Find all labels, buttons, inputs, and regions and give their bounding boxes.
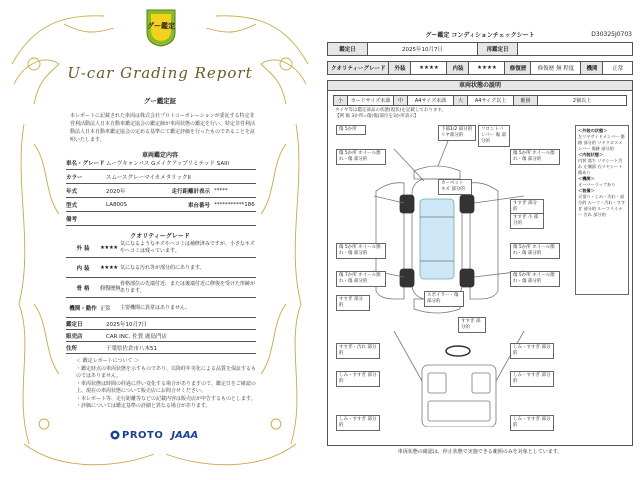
proto-logo: PROTO <box>110 430 163 441</box>
grade-row-exterior: 外 装 ★★★★ 気になるようなキズやヘコミは補修済みですが、小さなキズやヘコミは残っています。 <box>66 239 256 258</box>
info-row-date: 鑑定日 2025年10月7日 <box>66 319 256 330</box>
callout-16: すすぎ・汚れ 部分的 <box>336 343 380 359</box>
callout-15: すすぎ 部分的 <box>458 317 486 333</box>
callout-7: 傷 5か所 ホイール擦れ・傷 部分的 <box>510 243 560 259</box>
damage-size-legend: 小 カードサイズ未満 中 A4サイズ未満 大 A4サイズ以上 範囲 2個以上 <box>333 95 627 106</box>
grade-row-engine: 機関・動作 正常 主要機関に異常はありません。 <box>66 299 256 318</box>
certificate-subtitle: グー鑑定証 <box>143 97 177 105</box>
remarks-box: ＜外装の状態＞ 左リヤサイドメンバー 傷跡 部分的 リヤクロスメンバー 傷跡 部分的 ＜内装状態＞ 内装 落ち リヤシート汚れ 左側面 右リヤシート 傷あり ＜機関＞ オーバーラップあり ＜装備＞ 天張り・しみ・汚れ・部分的 ルーフ・汚れ・すすぎ 部分的 ルーフライナー 汚れ 部分的 <box>575 125 629 295</box>
info-row-dealer: 販売店 CAR INC. 佐賀 鹿島門店 <box>66 331 256 342</box>
grade-section-heading: クオリティーグレード <box>130 233 190 240</box>
callout-19: しみ・すすぎ 部分的 <box>510 371 554 387</box>
callout-1: 下部1/2 部分的 リヤ部分的 <box>438 125 476 141</box>
vehicle-row-model: 型式 LA800S 車台番号 ***********186 <box>66 199 256 212</box>
vehicle-row-name: 車名・グレード ムーヴキャンバス Gメイクアップリミテッド SAIII <box>66 157 256 170</box>
callout-18: しみ・すすぎ 部分的 <box>336 371 380 387</box>
callout-21: しみ・すすぎ 部分的 <box>510 415 554 431</box>
goo-appraisal-badge-icon <box>145 8 177 48</box>
callout-12: 傷 7か所 ホイール擦れ・傷 部分的 <box>336 271 386 287</box>
callout-20: しみ・すすぎ 部分的 <box>336 415 380 431</box>
report-notes: ＜ 鑑定レポートについて ＞ ・鑑定時点の車両状態を示すものであり、以降経年劣化による品質を保証するものではありません。 ・車両状態は時間の経過に伴い変化する場合がありますので、鑑定日をご確認の上、現在の車両状態について販売店にお問合せください。 ・本レポート等、走行距離等などの記載内容は販売店が申告するものとします。 ・評価については鑑定基準の詳細と異なる場合があります。 <box>76 358 257 409</box>
legend-note: タイヤ等は鑑定部品の状態(現状)を記載しております。 【例 傷 3か所=傷(傷)部位を3か所表示】 <box>335 108 447 119</box>
vehicle-row-color: カラー スムースグレーマイカメタリックII <box>66 171 256 184</box>
proto-mark-icon <box>110 430 120 440</box>
svg-text:グー鑑定: グー鑑定 <box>147 22 175 30</box>
info-row-address: 住所 千葉県佐倉市八木51 <box>66 343 256 354</box>
callout-11: スポイラー・傷 部分的 <box>424 291 464 307</box>
grade-row-frame: 骨 格 修復歴無 骨格部位の先端付近、または後端付近に修復を受けた形跡があります。 <box>66 279 256 298</box>
vehicle-row-remarks: 備考 <box>66 213 256 226</box>
callout-8: カーペット キズ 部分的 <box>438 179 472 195</box>
quality-grade-table: クオリティーグレード 外装 ★★★★ 内装 ★★★★ 修復歴 修復歴 無 程度 機関 正常 <box>327 61 633 75</box>
vehicle-section-heading: 車両鑑定内容 <box>141 152 178 159</box>
callout-4: 傷 5か所 ホイール擦れ・傷 部分的 <box>336 149 386 165</box>
callout-9: すすぎ 部分的 <box>510 199 544 215</box>
appraisal-date-table: 鑑定日 2025年10月7日 再鑑定日 <box>327 42 633 56</box>
report-script-title: U-car Grading Report <box>67 64 253 82</box>
callout-3: 傷 5か所 <box>336 125 366 135</box>
callout-10: すすぎ 小 部分的 <box>510 213 544 229</box>
callout-5: 傷 5か所 ホイール擦れ・傷 部分的 <box>510 149 560 165</box>
vehicle-row-year: 年式 2020年 走行距離計表示 ***** <box>66 185 256 198</box>
callout-13: 傷 5か所 ホイール擦れ・傷 部分的 <box>510 271 560 287</box>
callout-17: しみ・すすぎ 部分的 <box>510 343 554 359</box>
condition-check-sheet <box>320 0 640 480</box>
certificate-intro: 本レポートに記載された車両は株式会社プロトコーポレーションが委託する特定非営利活動法人日本自動車鑑定協会の鑑定師が車両状態の鑑定を行い、特定非営利活動法人日本自動車鑑定協会の定める基準にて鑑定評価を行ったものであることを証明いたします。 <box>70 113 256 143</box>
callout-6: 傷 5か所 ホイール擦れ・傷 部分的 <box>336 243 386 259</box>
callout-14: すすぎ 部分的 <box>336 295 370 311</box>
grade-row-interior: 内 装 ★★★★ 気になる汚れ等が部分的にあります。 <box>66 259 256 278</box>
jaaa-logo: JAAA <box>171 429 199 441</box>
sheet-id: D30325J0703 <box>591 31 632 38</box>
sheet-footer-note: 車両状態の確認は、停止状態で実施できる範囲のみを対象としています。 <box>397 449 563 455</box>
vehicle-condition-panel <box>327 80 633 446</box>
callout-2: フロントバンパー 傷 部分的 <box>478 125 510 147</box>
sheet-title: グー鑑定 コンディションチェックシート <box>425 32 535 39</box>
footer-logos <box>110 427 230 443</box>
panel-title: 車両状態の説明 <box>328 81 632 91</box>
